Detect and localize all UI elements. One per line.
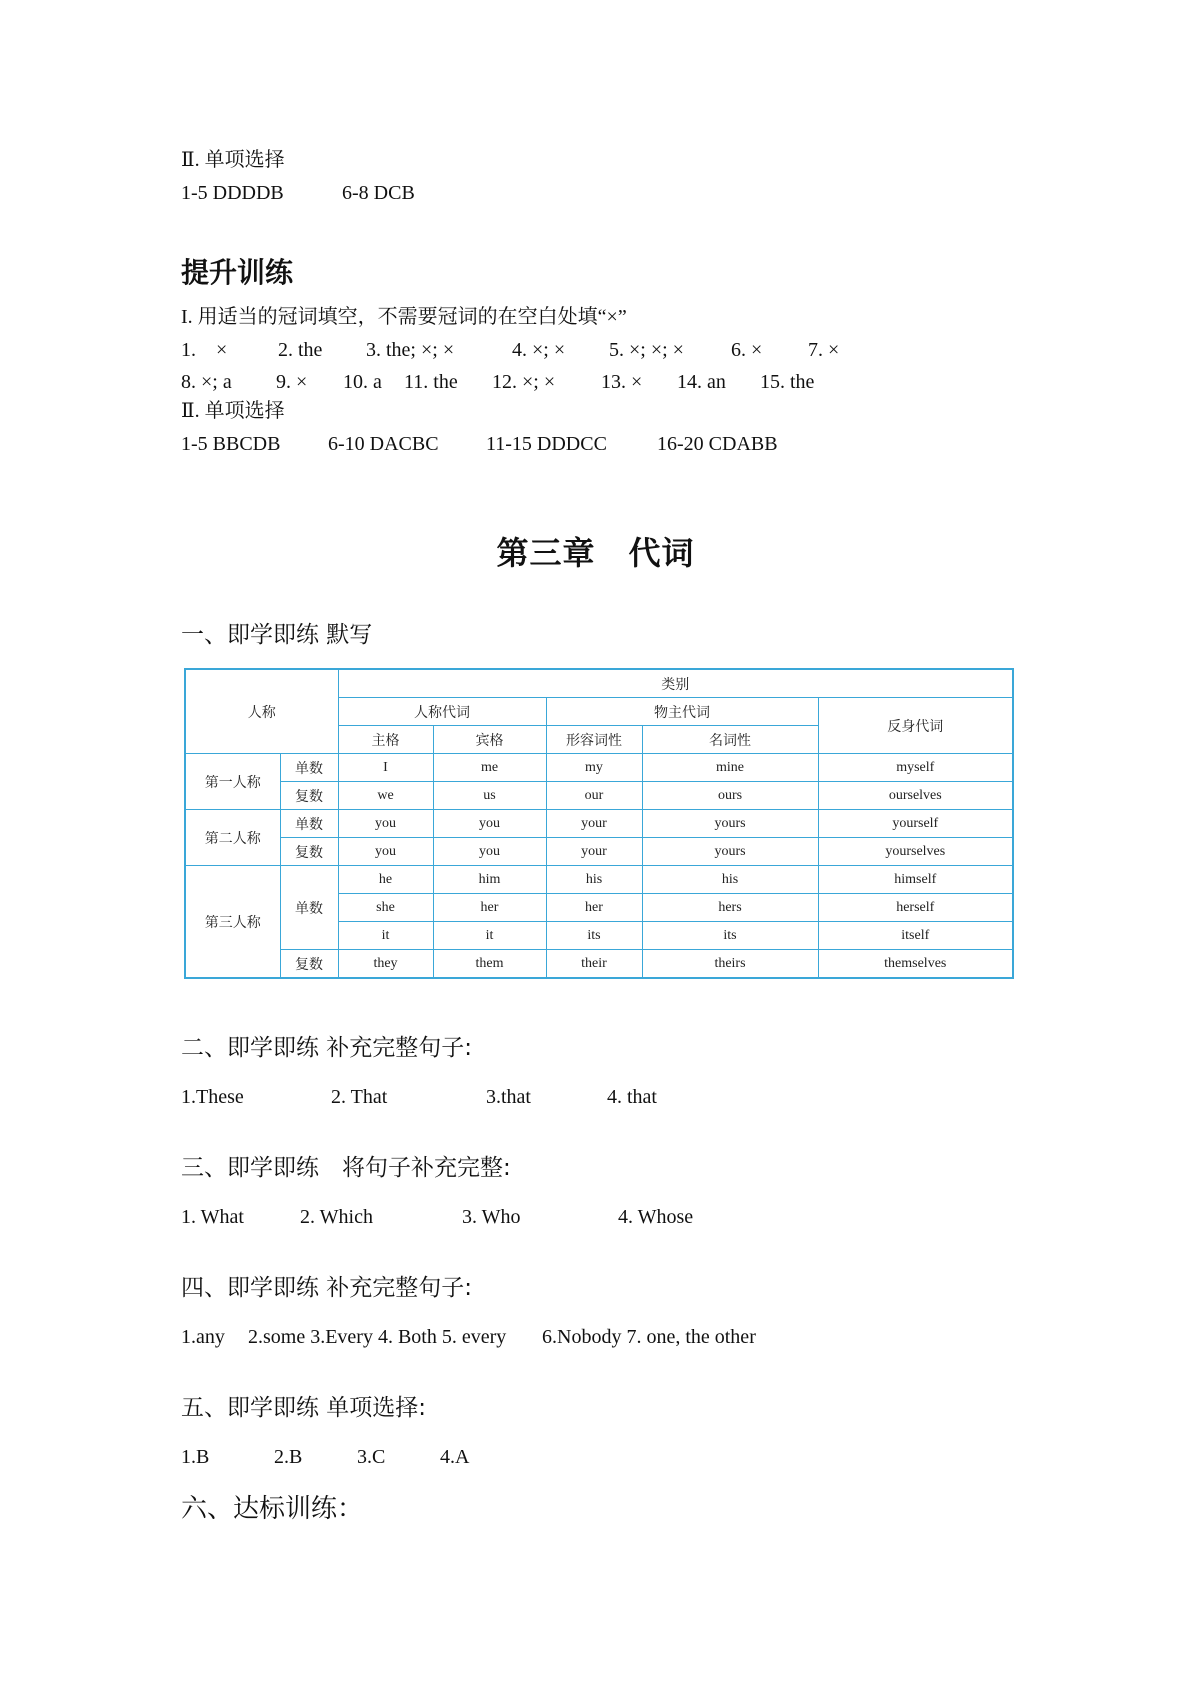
answer-item: 11-15 DDDCC [486,433,607,455]
table-cell: him [433,866,546,894]
table-cell: herself [818,894,1013,922]
table-cell: yourself [818,810,1013,838]
answer-item: 6-8 DCB [342,182,415,204]
table-cell: me [433,754,546,782]
answer-item: 2. That [331,1086,388,1108]
table-cell: them [433,950,546,979]
table-cell: his [642,866,818,894]
answer-item: 7. × [808,339,840,361]
answer-item: 4. Whose [618,1206,694,1228]
answer-item: 6. × [731,339,763,361]
table-cell: yours [642,810,818,838]
header-personal: 人称代词 [338,698,546,726]
header-object: 宾格 [433,726,546,754]
table-cell: yourselves [818,838,1013,866]
table-cell: you [433,810,546,838]
chapter-title: 第三章 代词 [496,534,695,572]
table-row [185,754,1013,782]
number-label: 单数 [280,810,338,838]
answer-item: 2. the [278,339,323,361]
table-cell: its [642,922,818,950]
table-row [185,950,1013,979]
answer-item: 2. Which [300,1206,373,1228]
number-label: 单数 [280,754,338,782]
table-cell: I [338,754,433,782]
table-row [185,866,1013,894]
answer-item: 1. What [181,1206,244,1228]
table-cell: your [546,838,642,866]
table-cell: your [546,810,642,838]
table-row [185,810,1013,838]
table-cell: yours [642,838,818,866]
answer-item: 11. the [404,371,458,393]
section-title: 六、达标训练： [181,1494,364,1523]
number-label: 单数 [280,866,338,950]
table-cell: our [546,782,642,810]
table-cell: mine [642,754,818,782]
answer-item: 1.These [181,1086,244,1108]
person-first: 第一人称 [185,754,280,810]
number-label: 复数 [280,950,338,979]
number-label: 复数 [280,782,338,810]
table-cell: us [433,782,546,810]
answer-item: 9. × [276,371,308,393]
answer-item: 3. the; ×; × [366,339,455,361]
section-title: 四、即学即练 补充完整句子: [181,1275,473,1301]
table-cell: her [546,894,642,922]
table-cell: it [433,922,546,950]
person-second: 第二人称 [185,810,280,866]
table-cell: its [546,922,642,950]
header-category: 类别 [338,669,1013,698]
table-cell: you [433,838,546,866]
answer-item: 15. the [760,371,815,393]
answer-item: 3.C [357,1446,386,1468]
answer-item: 8. ×; a [181,371,232,393]
pronoun-table [184,668,1014,979]
answer-item: 4. that [607,1086,657,1108]
answer-item: 3.that [486,1086,531,1108]
table-row [185,782,1013,810]
answer-item: 13. × [601,371,643,393]
table-cell: themselves [818,950,1013,979]
table-cell: myself [818,754,1013,782]
table-cell: it [338,922,433,950]
table-cell: hers [642,894,818,922]
answer-item: 4.A [440,1446,470,1468]
table-cell: theirs [642,950,818,979]
section-title: 一、即学即练 默写 [181,622,373,648]
answer-item: 2.B [274,1446,303,1468]
table-cell: my [546,754,642,782]
header-noun: 名词性 [642,726,818,754]
tisheng-title: 提升训练 [181,256,294,289]
section-title: 二、即学即练 补充完整句子: [181,1035,473,1061]
table-cell: ourselves [818,782,1013,810]
header-reflexive: 反身代词 [818,698,1013,754]
table-cell: you [338,838,433,866]
answer-item: 1-5 DDDDB [181,182,284,204]
table-cell: her [433,894,546,922]
answer-item: 4. ×; × [512,339,566,361]
header-person: 人称 [185,669,338,754]
answer-item: 6.Nobody 7. one, the other [542,1326,756,1348]
tisheng-q1-title: I. 用适当的冠词填空，不需要冠词的在空白处填“×” [181,306,627,328]
table-cell: he [338,866,433,894]
answer-item: 1.B [181,1446,210,1468]
answer-item: 10. a [343,371,382,393]
table-cell: ours [642,782,818,810]
table-cell: his [546,866,642,894]
answer-item: 1-5 BBCDB [181,433,281,455]
table-cell: they [338,950,433,979]
answer-item: 12. ×; × [492,371,556,393]
table-cell: itself [818,922,1013,950]
section-title: 三、即学即练 将句子补充完整: [181,1155,511,1181]
table-cell: himself [818,866,1013,894]
part1-heading: Ⅱ. 单项选择 [181,149,285,171]
answer-item: 3. Who [462,1206,521,1228]
person-third: 第三人称 [185,866,280,979]
table-cell: we [338,782,433,810]
answer-item: 2.some 3.Every 4. Both 5. every [248,1326,507,1348]
table-row [185,838,1013,866]
table-cell: you [338,810,433,838]
answer-item: 1.any [181,1326,225,1348]
answer-item: 5. ×; ×; × [609,339,684,361]
table-cell: their [546,950,642,979]
answer-item: 6-10 DACBC [328,433,439,455]
header-adj: 形容词性 [546,726,642,754]
header-subject: 主格 [338,726,433,754]
tisheng-q2-title: Ⅱ. 单项选择 [181,400,285,422]
answer-item: 14. an [677,371,726,393]
number-label: 复数 [280,838,338,866]
header-possessive: 物主代词 [546,698,818,726]
answer-item: 1. × [181,339,228,361]
section-title: 五、即学即练 单项选择: [181,1395,427,1421]
table-cell: she [338,894,433,922]
answer-item: 16-20 CDABB [657,433,778,455]
